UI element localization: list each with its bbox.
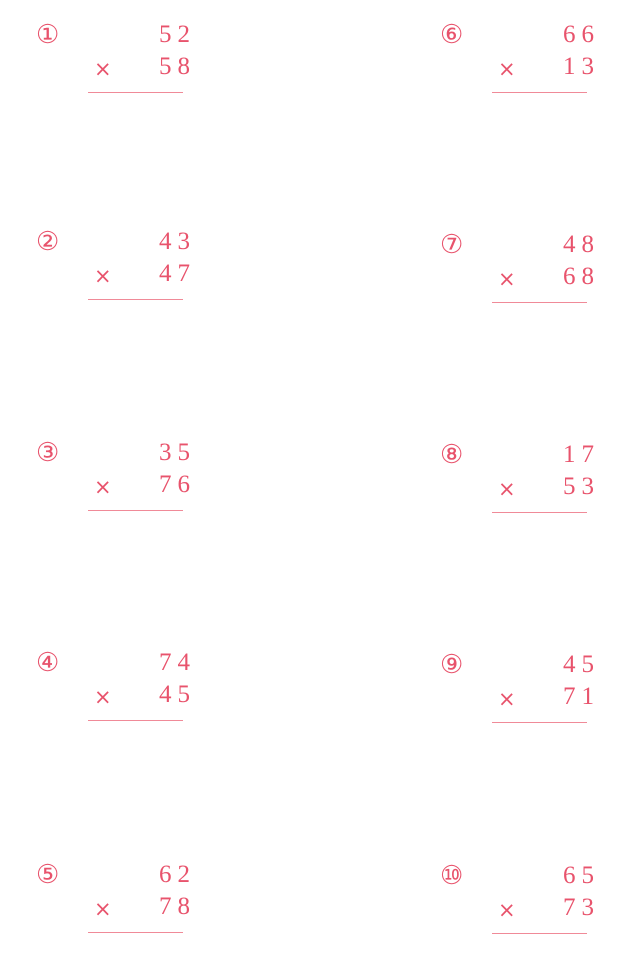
answer-line: [492, 722, 587, 723]
problem-number: ①: [36, 20, 60, 49]
multiplier: 68: [563, 263, 600, 290]
problem-number: ⑨: [440, 650, 464, 679]
problem-number: ④: [36, 648, 60, 677]
multiplier: 13: [563, 53, 600, 80]
problem-number: ⑧: [440, 440, 464, 469]
multiply-sign: ×: [94, 897, 112, 921]
multiplicand: 35: [159, 439, 196, 466]
multiply-sign: ×: [94, 475, 112, 499]
multiply-sign: ×: [498, 57, 516, 81]
multiplicand: 52: [159, 21, 196, 48]
multiply-sign: ×: [498, 267, 516, 291]
multiplicand: 17: [563, 441, 600, 468]
answer-line: [492, 512, 587, 513]
answer-line: [88, 932, 183, 933]
problem-8: [440, 440, 610, 520]
problem-4: [36, 648, 206, 728]
multiplier: 45: [159, 681, 196, 708]
problem-3: [36, 438, 206, 518]
multiplier: 47: [159, 260, 196, 287]
problem-number: ⑥: [440, 20, 464, 49]
multiplier: 58: [159, 53, 196, 80]
multiply-sign: ×: [498, 898, 516, 922]
multiply-sign: ×: [94, 685, 112, 709]
problem-1: [36, 20, 206, 100]
problem-6: [440, 20, 610, 100]
problem-7: [440, 230, 610, 310]
problem-number: ②: [36, 227, 60, 256]
answer-line: [88, 92, 183, 93]
problem-number: ③: [36, 438, 60, 467]
problem-5: [36, 860, 206, 940]
multiplicand: 74: [159, 649, 196, 676]
multiplicand: 62: [159, 861, 196, 888]
answer-line: [88, 720, 183, 721]
answer-line: [88, 510, 183, 511]
multiply-sign: ×: [94, 57, 112, 81]
problem-2: [36, 227, 206, 307]
answer-line: [492, 933, 587, 934]
problem-9: [440, 650, 610, 730]
problem-number: ⑩: [440, 861, 464, 890]
multiplier: 78: [159, 893, 196, 920]
multiplier: 71: [563, 683, 600, 710]
multiplier: 73: [563, 894, 600, 921]
multiplicand: 45: [563, 651, 600, 678]
multiplicand: 66: [563, 21, 600, 48]
multiplier: 53: [563, 473, 600, 500]
multiplicand: 48: [563, 231, 600, 258]
answer-line: [88, 299, 183, 300]
multiplier: 76: [159, 471, 196, 498]
multiply-sign: ×: [498, 477, 516, 501]
problem-number: ⑤: [36, 860, 60, 889]
multiply-sign: ×: [498, 687, 516, 711]
answer-line: [492, 302, 587, 303]
problem-number: ⑦: [440, 230, 464, 259]
answer-line: [492, 92, 587, 93]
problem-10: [440, 861, 610, 941]
multiply-sign: ×: [94, 264, 112, 288]
multiplicand: 65: [563, 862, 600, 889]
multiplicand: 43: [159, 228, 196, 255]
